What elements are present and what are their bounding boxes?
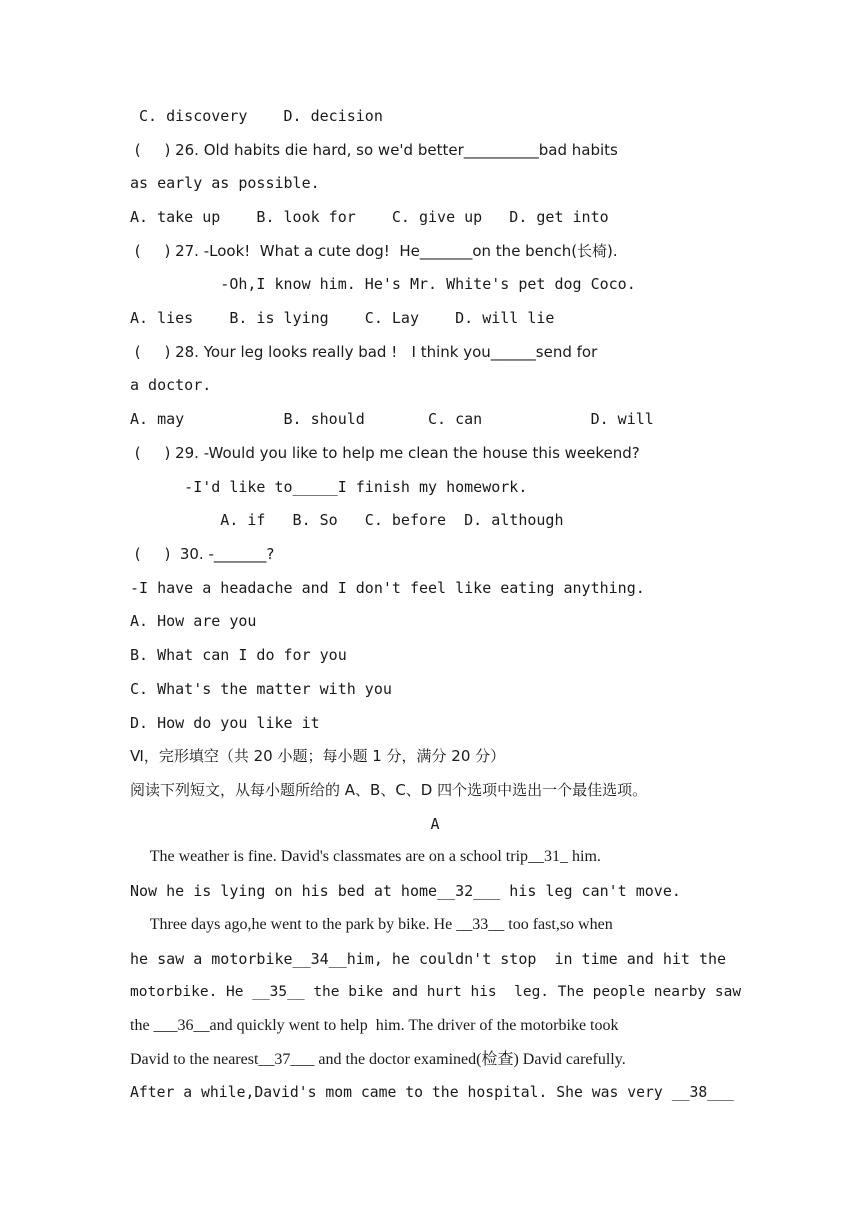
question-30: ( ) 30. -_______? bbox=[130, 545, 275, 563]
option-30-b: B. What can I do for you bbox=[130, 646, 347, 664]
option-line-25-cd: C. discovery D. decision bbox=[130, 107, 383, 125]
passage-line: Now he is lying on his bed at home__32___ his leg can't move. bbox=[130, 882, 681, 900]
passage-line: Three days ago,he went to the park by bike. He __33__ too fast,so when bbox=[130, 916, 613, 933]
passage-line: the ___36__and quickly went to help him. The driver of the motorbike took bbox=[130, 1017, 619, 1034]
option-30-d: D. How do you like it bbox=[130, 714, 320, 732]
options-26: A. take up B. look for C. give up D. get into bbox=[130, 208, 609, 226]
passage-line: motorbike. He __35__ the bike and hurt his leg. The people nearby saw bbox=[130, 984, 742, 1000]
options-27: A. lies B. is lying C. Lay D. will lie bbox=[130, 309, 555, 327]
question-29-response: -I'd like to_____I finish my homework. bbox=[130, 478, 528, 496]
question-30-response: -I have a headache and I don't feel like eating anything. bbox=[130, 579, 645, 597]
section-instructions: 阅读下列短文，从每小题所给的 A、B、C、D 四个选项中选出一个最佳选项。 bbox=[130, 781, 648, 799]
section-heading: Ⅵ，完形填空（共 20 小题；每小题 1 分，满分 20 分） bbox=[130, 747, 506, 765]
question-28-continued: a doctor. bbox=[130, 376, 212, 394]
passage-line: David to the nearest__37___ and the doctor examined(检查) David carefully. bbox=[130, 1051, 626, 1068]
passage-line: After a while,David's mom came to the hospital. She was very __38___ bbox=[130, 1084, 734, 1101]
passage-label: A bbox=[430, 815, 440, 833]
option-30-c: C. What's the matter with you bbox=[130, 680, 392, 698]
question-27: ( ) 27. -Look! What a cute dog! He_______on the bench(长椅). bbox=[130, 242, 618, 260]
passage-line: The weather is fine. David's classmates are on a school trip__31_ him. bbox=[130, 848, 601, 865]
question-27-response: -Oh,I know him. He's Mr. White's pet dog Coco. bbox=[130, 275, 636, 293]
passage-line: he saw a motorbike__34__him, he couldn't stop in time and hit the bbox=[130, 950, 727, 968]
question-28: ( ) 28. Your leg looks really bad ! I think you______send for bbox=[130, 343, 598, 361]
options-29: A. if B. So C. before D. although bbox=[130, 511, 564, 529]
question-26-continued: as early as possible. bbox=[130, 174, 320, 192]
option-30-a: A. How are you bbox=[130, 612, 257, 630]
options-28: A. may B. should C. can D. will bbox=[130, 410, 654, 428]
question-29: ( ) 29. -Would you like to help me clean the house this weekend? bbox=[130, 444, 640, 462]
question-26: ( ) 26. Old habits die hard, so we'd better__________bad habits bbox=[130, 141, 618, 159]
